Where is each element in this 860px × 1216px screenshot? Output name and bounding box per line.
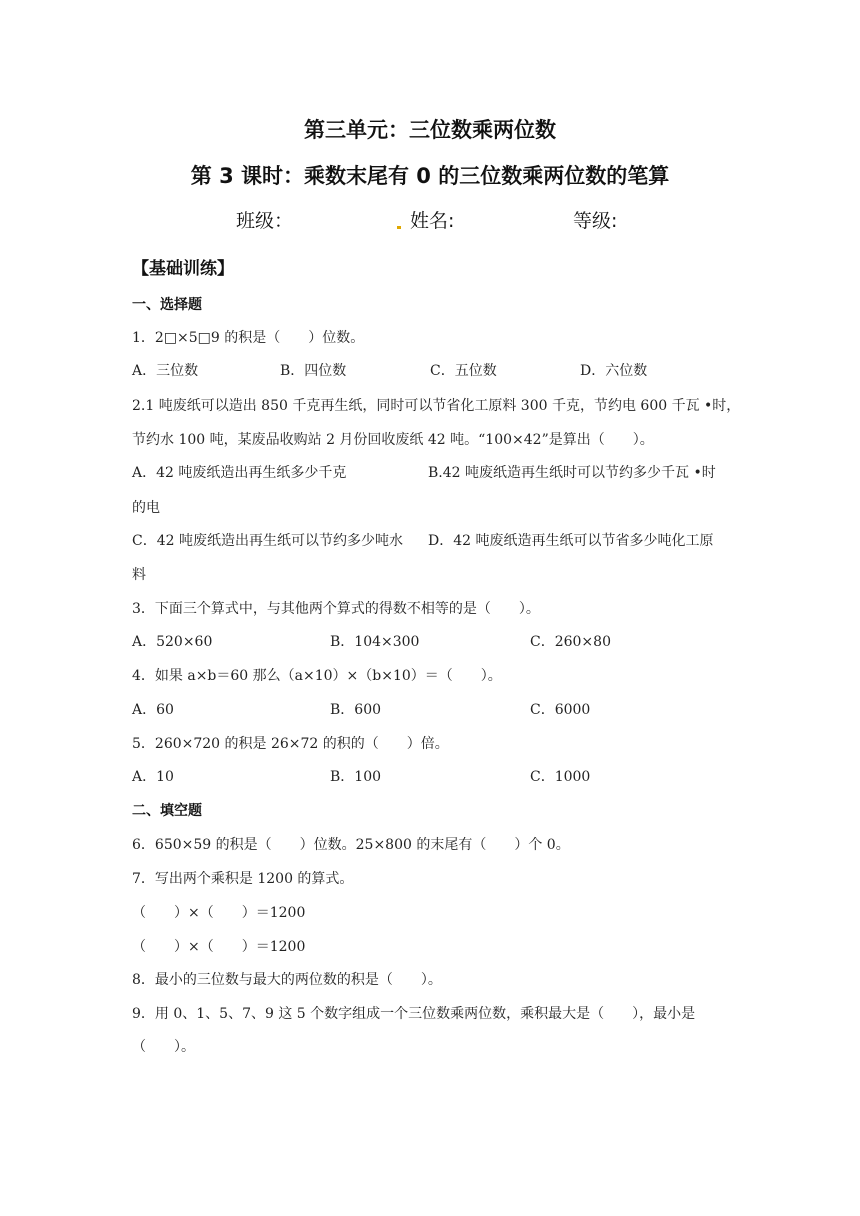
question-6: 6．650×59 的积是（ ）位数。25×800 的末尾有（ ）个 0。 xyxy=(132,837,570,853)
name-label: 姓名: xyxy=(410,210,455,232)
part-heading-choice: 一、选择题 xyxy=(132,297,202,313)
q1-option-c: C．五位数 xyxy=(430,363,497,379)
q2-option-b-cont: 的电 xyxy=(132,500,160,516)
q5-option-c: C．1000 xyxy=(530,769,591,785)
q3-option-c: C．260×80 xyxy=(530,634,611,650)
q5-option-b: B．100 xyxy=(330,769,382,785)
question-3: 3．下面三个算式中，与其他两个算式的得数不相等的是（ ）。 xyxy=(132,601,540,617)
lesson-title: 第 3 课时：乘数末尾有 0 的三位数乘两位数的笔算 xyxy=(190,164,670,188)
grade-label: 等级: xyxy=(573,210,618,232)
q3-option-b: B．104×300 xyxy=(330,634,420,650)
question-7-blank-1: （ ）×（ ）＝1200 xyxy=(132,905,306,921)
q1-option-d: D．六位数 xyxy=(580,363,648,379)
question-9: 9．用 0、1、5、7、9 这 5 个数字组成一个三位数乘两位数，乘积最大是（ ），最小是 xyxy=(132,1006,696,1022)
unit-title: 第三单元：三位数乘两位数 xyxy=(304,118,556,142)
section-heading: 【基础训练】 xyxy=(132,259,234,279)
q4-option-c: C．6000 xyxy=(530,702,591,718)
q1-option-a: A．三位数 xyxy=(132,363,199,379)
q2-option-d: D．42 吨废纸造再生纸可以节省多少吨化工原 xyxy=(428,533,714,549)
question-2-line-1: 2.1 吨废纸可以造出 850 千克再生纸，同时可以节省化工原料 300 千克，节约电 600 千瓦 •时， xyxy=(132,398,741,414)
question-7-blank-2: （ ）×（ ）＝1200 xyxy=(132,939,306,955)
part-heading-fill: 二、填空题 xyxy=(132,803,202,819)
q4-option-b: B．600 xyxy=(330,702,382,718)
question-8: 8．最小的三位数与最大的两位数的积是（ ）。 xyxy=(132,972,442,988)
q1-option-b: B．四位数 xyxy=(280,363,347,379)
q2-option-c: C．42 吨废纸造出再生纸可以节约多少吨水 xyxy=(132,533,403,549)
question-1: 1．2□×5□9 的积是（ ）位数。 xyxy=(132,330,365,346)
question-5: 5．260×720 的积是 26×72 的积的（ ）倍。 xyxy=(132,736,449,752)
underline-mark xyxy=(397,226,401,229)
q2-option-a: A．42 吨废纸造出再生纸多少千克 xyxy=(132,465,347,481)
question-4: 4．如果 a×b＝60 那么（a×10）×（b×10）＝（ ）。 xyxy=(132,668,502,684)
question-2-line-2: 节约水 100 吨，某废品收购站 2 月份回收废纸 42 吨。“100×42”是算出（ ）。 xyxy=(132,432,654,448)
q5-option-a: A．10 xyxy=(132,769,174,785)
q4-option-a: A．60 xyxy=(132,702,174,718)
question-7: 7．写出两个乘积是 1200 的算式。 xyxy=(132,871,354,887)
question-9-cont: （ ）。 xyxy=(132,1039,195,1055)
class-label: 班级： xyxy=(236,210,294,232)
q3-option-a: A．520×60 xyxy=(132,634,213,650)
q2-option-b: B.42 吨废纸造再生纸时可以节约多少千瓦 •时 xyxy=(428,465,716,481)
q2-option-d-cont: 料 xyxy=(132,567,146,583)
